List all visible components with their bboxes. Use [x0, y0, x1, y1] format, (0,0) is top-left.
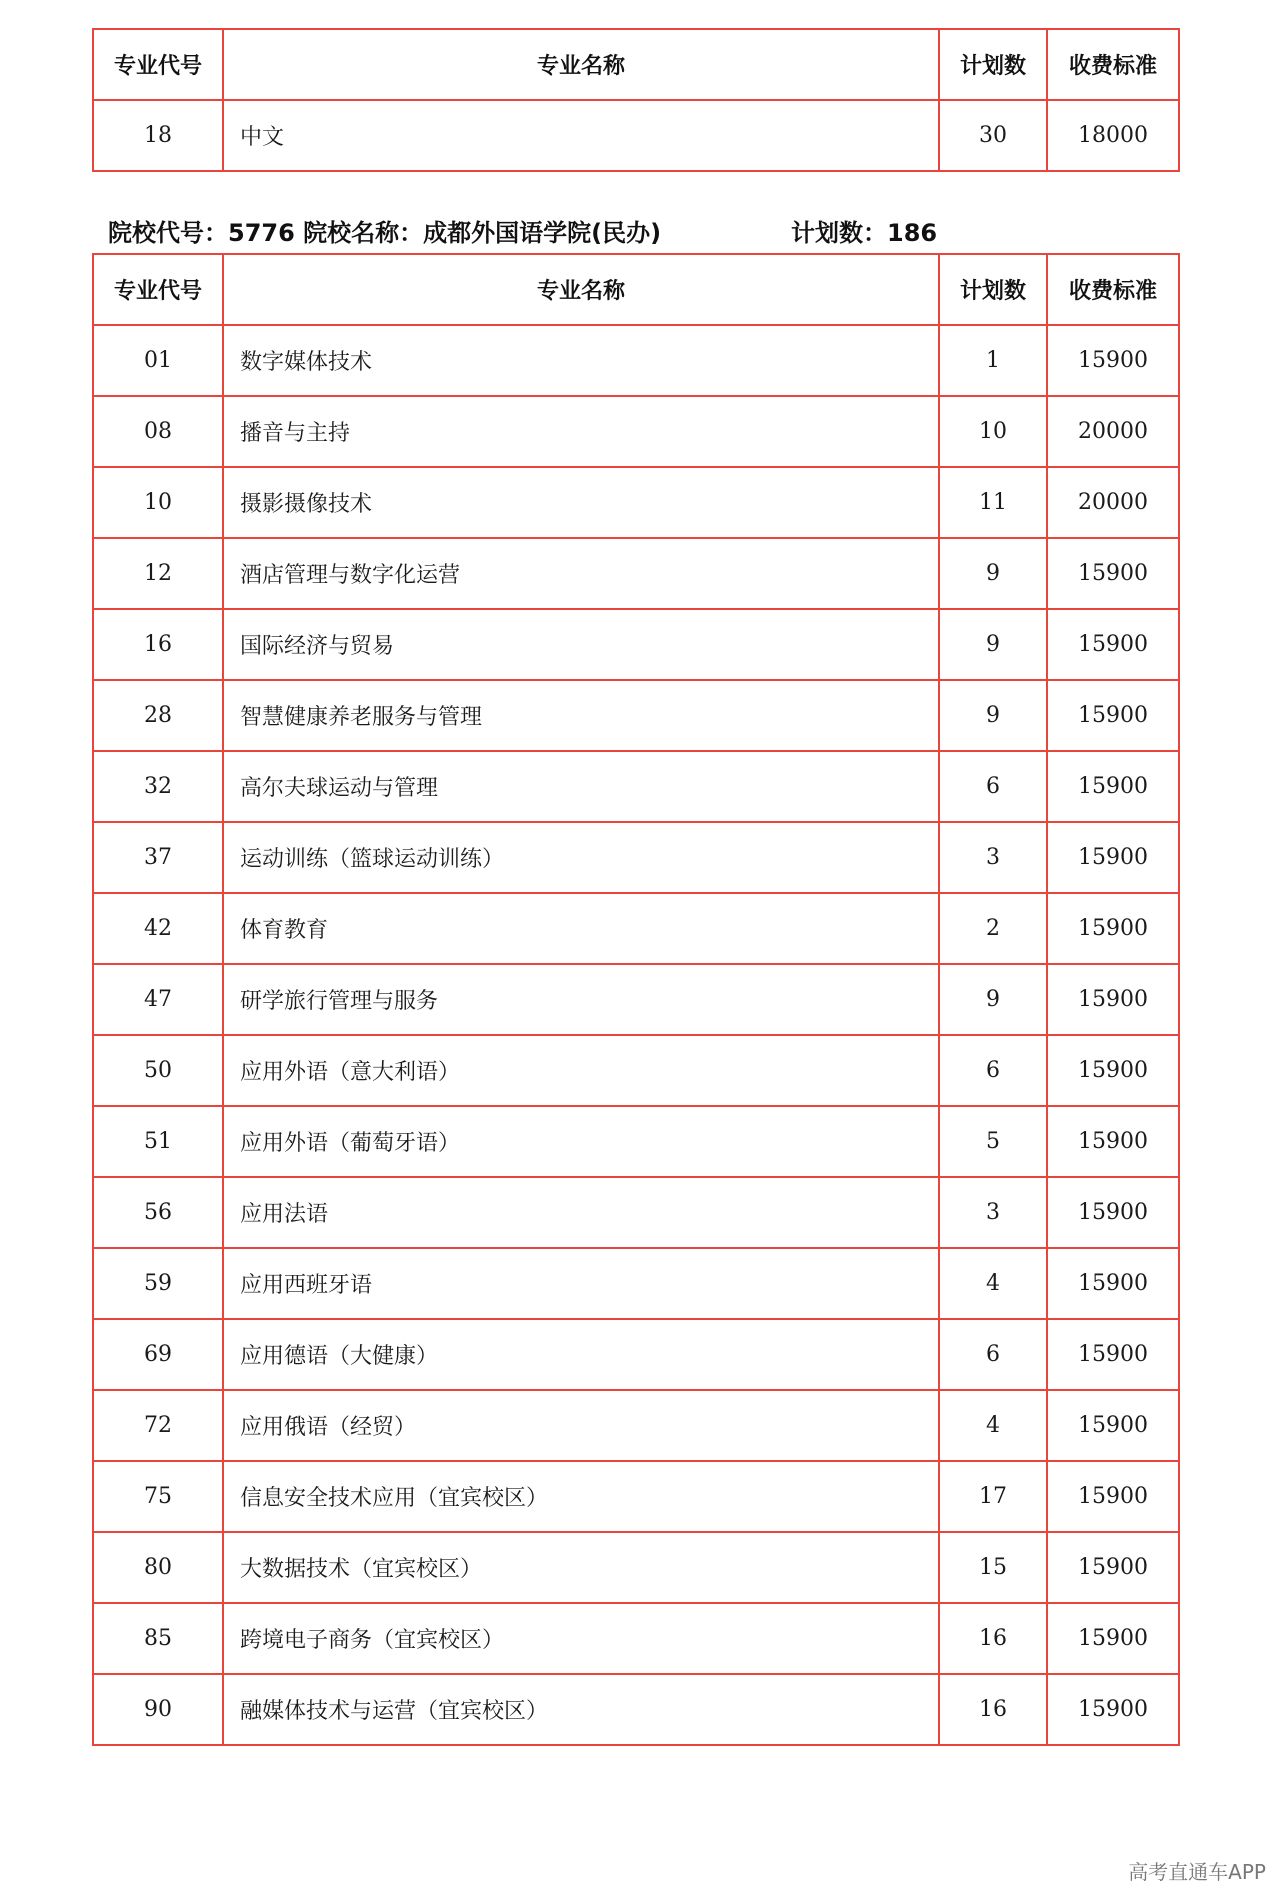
table-row [93, 964, 1179, 1035]
watermark-text: 高考直通车APP [1128, 1860, 1266, 1884]
cell-plan-count: 17 [939, 1461, 1047, 1532]
school-plan-label: 计划数： [791, 219, 887, 247]
cell-fee: 15900 [1047, 751, 1179, 822]
table-header-row [93, 29, 1179, 100]
table-row [93, 1248, 1179, 1319]
cell-major-code: 32 [93, 751, 223, 822]
cell-major-code: 72 [93, 1390, 223, 1461]
header-name: 专业名称 [223, 254, 939, 325]
cell-major-name: 酒店管理与数字化运营 [223, 538, 939, 609]
cell-major-code: 59 [93, 1248, 223, 1319]
cell-major-code: 56 [93, 1177, 223, 1248]
cell-plan-count: 6 [939, 751, 1047, 822]
cell-major-name: 应用法语 [223, 1177, 939, 1248]
header-code: 专业代号 [93, 254, 223, 325]
table-row [93, 1674, 1179, 1745]
cell-fee: 20000 [1047, 467, 1179, 538]
cell-major-name: 应用俄语（经贸） [223, 1390, 939, 1461]
cell-major-name: 大数据技术（宜宾校区） [223, 1532, 939, 1603]
cell-major-code: 85 [93, 1603, 223, 1674]
school-name-label: 院校名称： [303, 219, 424, 247]
cell-major-name: 信息安全技术应用（宜宾校区） [223, 1461, 939, 1532]
cell-major-code: 16 [93, 609, 223, 680]
cell-fee: 15900 [1047, 1674, 1179, 1745]
table-row [93, 396, 1179, 467]
table-row [93, 1532, 1179, 1603]
table-row [93, 1390, 1179, 1461]
cell-plan-count: 16 [939, 1674, 1047, 1745]
cell-major-code: 42 [93, 893, 223, 964]
cell-fee: 20000 [1047, 396, 1179, 467]
header-count: 计划数 [939, 254, 1047, 325]
top-table-body [93, 100, 1179, 171]
cell-major-code: 01 [93, 325, 223, 396]
cell-major-name: 应用外语（葡萄牙语） [223, 1106, 939, 1177]
cell-major-name: 中文 [223, 100, 939, 171]
school-plan [791, 213, 937, 248]
cell-fee: 15900 [1047, 822, 1179, 893]
cell-plan-count: 1 [939, 325, 1047, 396]
cell-fee: 18000 [1047, 100, 1179, 171]
table-row [93, 325, 1179, 396]
cell-plan-count: 30 [939, 100, 1047, 171]
cell-major-code: 51 [93, 1106, 223, 1177]
cell-major-code: 18 [93, 100, 223, 171]
cell-major-code: 50 [93, 1035, 223, 1106]
table-row [93, 609, 1179, 680]
main-major-table [92, 253, 1180, 1746]
header-fee: 收费标准 [1047, 254, 1179, 325]
cell-major-name: 跨境电子商务（宜宾校区） [223, 1603, 939, 1674]
table-row [93, 822, 1179, 893]
cell-fee: 15900 [1047, 1532, 1179, 1603]
table-row [93, 1106, 1179, 1177]
table-row [93, 1035, 1179, 1106]
cell-fee: 15900 [1047, 893, 1179, 964]
cell-major-name: 应用德语（大健康） [223, 1319, 939, 1390]
cell-fee: 15900 [1047, 538, 1179, 609]
school-code-label: 院校代号： [108, 219, 228, 247]
cell-major-code: 10 [93, 467, 223, 538]
cell-major-code: 28 [93, 680, 223, 751]
cell-plan-count: 16 [939, 1603, 1047, 1674]
cell-major-code: 37 [93, 822, 223, 893]
cell-major-name: 播音与主持 [223, 396, 939, 467]
cell-major-code: 90 [93, 1674, 223, 1745]
table-row [93, 100, 1179, 171]
cell-plan-count: 11 [939, 467, 1047, 538]
cell-major-code: 12 [93, 538, 223, 609]
cell-major-name: 高尔夫球运动与管理 [223, 751, 939, 822]
school-plan-count: 186 [887, 219, 938, 247]
cell-plan-count: 4 [939, 1390, 1047, 1461]
cell-plan-count: 9 [939, 964, 1047, 1035]
header-code: 专业代号 [93, 29, 223, 100]
school-code: 5776 [228, 219, 295, 247]
cell-plan-count: 2 [939, 893, 1047, 964]
cell-plan-count: 3 [939, 1177, 1047, 1248]
school-info-header [108, 213, 938, 248]
table-row [93, 467, 1179, 538]
table-row [93, 680, 1179, 751]
cell-fee: 15900 [1047, 1390, 1179, 1461]
cell-fee: 15900 [1047, 964, 1179, 1035]
cell-major-name: 运动训练（篮球运动训练） [223, 822, 939, 893]
cell-fee: 15900 [1047, 1177, 1179, 1248]
cell-fee: 15900 [1047, 609, 1179, 680]
cell-plan-count: 6 [939, 1319, 1047, 1390]
cell-fee: 15900 [1047, 325, 1179, 396]
cell-fee: 15900 [1047, 1603, 1179, 1674]
cell-plan-count: 6 [939, 1035, 1047, 1106]
table-row [93, 538, 1179, 609]
table-header-row [93, 254, 1179, 325]
table-row [93, 751, 1179, 822]
cell-major-name: 数字媒体技术 [223, 325, 939, 396]
cell-fee: 15900 [1047, 1035, 1179, 1106]
cell-major-name: 体育教育 [223, 893, 939, 964]
table-row [93, 1319, 1179, 1390]
cell-major-code: 08 [93, 396, 223, 467]
cell-plan-count: 10 [939, 396, 1047, 467]
table-row [93, 1461, 1179, 1532]
cell-major-name: 应用外语（意大利语） [223, 1035, 939, 1106]
cell-fee: 15900 [1047, 1248, 1179, 1319]
table-row [93, 1177, 1179, 1248]
cell-major-code: 75 [93, 1461, 223, 1532]
cell-fee: 15900 [1047, 1319, 1179, 1390]
cell-plan-count: 9 [939, 609, 1047, 680]
cell-fee: 15900 [1047, 680, 1179, 751]
cell-major-name: 摄影摄像技术 [223, 467, 939, 538]
cell-major-name: 融媒体技术与运营（宜宾校区） [223, 1674, 939, 1745]
cell-major-code: 80 [93, 1532, 223, 1603]
cell-major-name: 研学旅行管理与服务 [223, 964, 939, 1035]
cell-plan-count: 15 [939, 1532, 1047, 1603]
table-row [93, 893, 1179, 964]
header-fee: 收费标准 [1047, 29, 1179, 100]
cell-fee: 15900 [1047, 1106, 1179, 1177]
cell-plan-count: 5 [939, 1106, 1047, 1177]
cell-fee: 15900 [1047, 1461, 1179, 1532]
cell-major-name: 国际经济与贸易 [223, 609, 939, 680]
cell-plan-count: 3 [939, 822, 1047, 893]
cell-plan-count: 9 [939, 680, 1047, 751]
cell-major-name: 应用西班牙语 [223, 1248, 939, 1319]
main-table-body [93, 325, 1179, 1745]
cell-major-code: 47 [93, 964, 223, 1035]
top-major-table [92, 28, 1180, 172]
header-name: 专业名称 [223, 29, 939, 100]
cell-plan-count: 4 [939, 1248, 1047, 1319]
cell-major-name: 智慧健康养老服务与管理 [223, 680, 939, 751]
cell-plan-count: 9 [939, 538, 1047, 609]
school-name: 成都外国语学院(民办) [423, 219, 662, 247]
table-row [93, 1603, 1179, 1674]
cell-major-code: 69 [93, 1319, 223, 1390]
header-count: 计划数 [939, 29, 1047, 100]
